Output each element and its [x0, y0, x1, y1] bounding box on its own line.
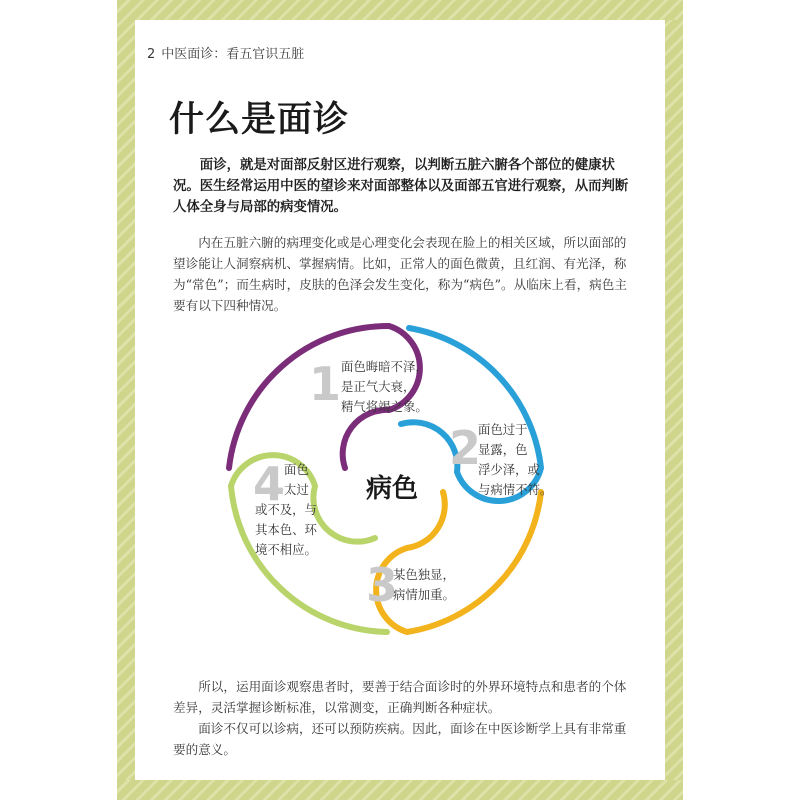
item-3-number: 3 [366, 558, 399, 612]
item-1-number: 1 [309, 357, 342, 411]
lead-paragraph: 面诊，就是对面部反射区进行观察，以判断五脏六腑各个部位的健康状况。医生经常运用中医的望诊来对面部整体以及面部五官进行观察，从而判断人体全身与局部的病变情况。 [173, 158, 629, 215]
center-label: 病色 [365, 474, 418, 504]
yellow-arc [376, 492, 541, 632]
right-border-stripe [665, 0, 683, 800]
item-4-text-top: 面色 太过 [284, 462, 309, 497]
body-paragraph-2: 所以，运用面诊观察患者时，要善于结合面诊时的外界环境特点和患者的个体差异，灵活掌握诊断标准，以常测变，正确判断各种症状。 [173, 679, 627, 715]
item-4-number: 4 [253, 457, 286, 511]
body-paragraph-1: 内在五脏六腑的病理变化或是心理变化会表现在脸上的相关区域，所以面部的望诊能让人洞察病机、掌握病情。比如，正常人的面色微黄，且红润、有光泽，称为“常色”；而生病时，皮肤的色泽会发生变化，称为“病色”。从临床上看，病色主要有以下四种情况。 [173, 235, 627, 313]
running-title: 中医面诊：看五官识五脏 [161, 47, 305, 62]
item-2-text: 面色过于 显露，色 浮少泽，或 与病情不符。 [478, 422, 553, 497]
body-paragraph-3: 面诊不仅可以诊病，还可以预防疾病。因此，面诊在中医诊断学上具有非常重要的意义。 [173, 721, 627, 757]
page-number: 2 [147, 47, 156, 62]
top-border-stripe [117, 0, 683, 20]
item-3-text: 某色独显， 病情加重。 [393, 567, 455, 602]
item-1-text: 面色晦暗不泽， 是正气大衰， 精气将竭之象。 [341, 359, 428, 414]
running-head [147, 43, 304, 62]
bottom-border-stripe [117, 780, 683, 800]
item-2-number: 2 [449, 421, 482, 475]
item-4-text-bottom: 或不及，与 其本色、环 境不相应。 [255, 502, 317, 557]
left-border-stripe [117, 0, 135, 800]
page-title: 什么是面诊 [169, 100, 350, 140]
